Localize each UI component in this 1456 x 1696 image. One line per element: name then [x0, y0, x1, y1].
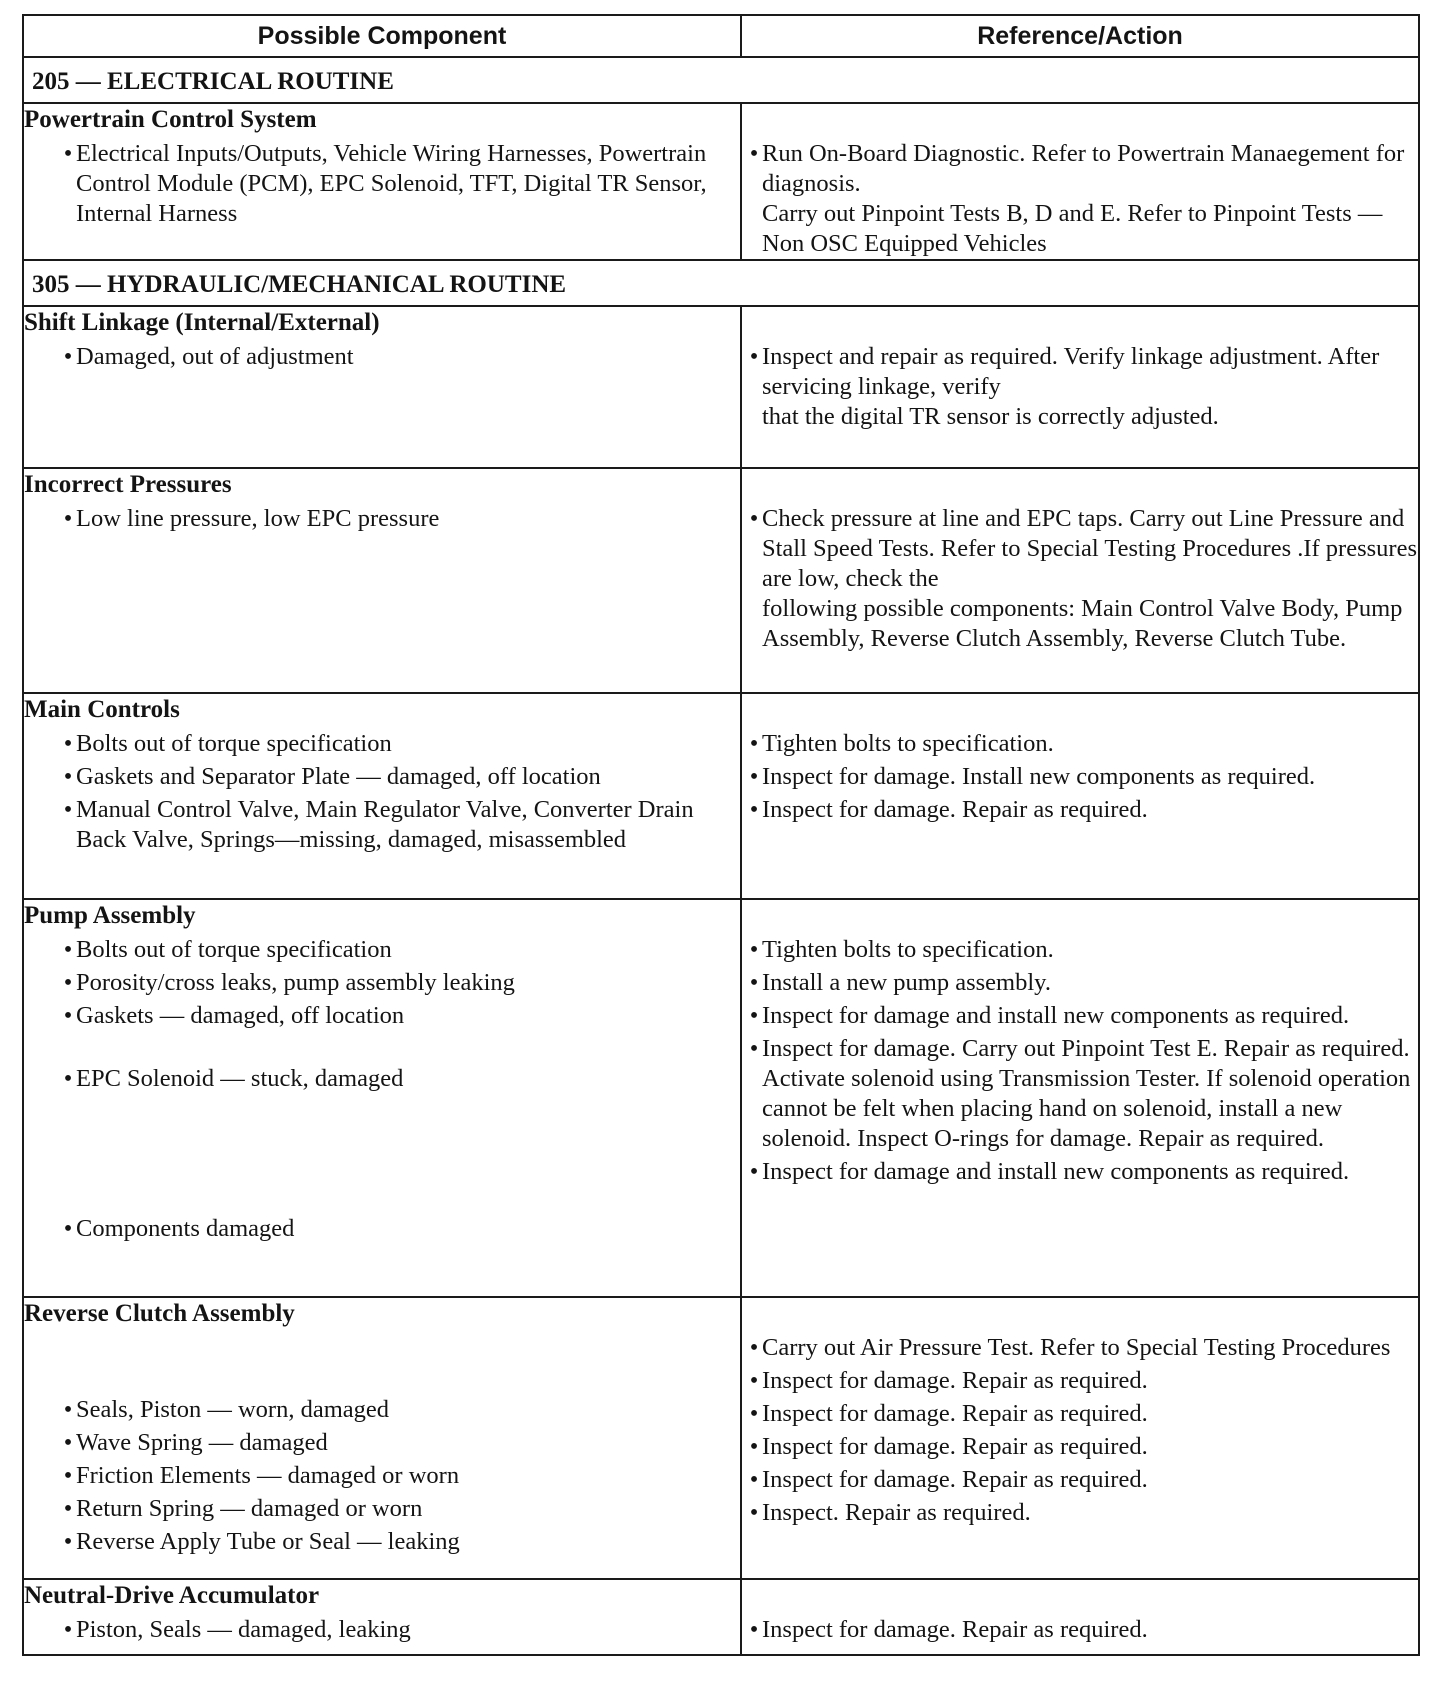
- section-title-305: 305 — HYDRAULIC/MECHANICAL ROUTINE: [23, 260, 1419, 306]
- action-item: following possible components: Main Control Valve Body, Pump Assembly, Reverse Clutch Assembly, Reverse Clutch Tube.: [762, 595, 1403, 652]
- component-cell: [23, 899, 741, 1297]
- bullet-icon: •: [63, 936, 73, 963]
- row-main-controls: [23, 693, 1419, 899]
- header-row: [23, 15, 1419, 57]
- bullet-icon: •: [749, 1499, 759, 1526]
- bullet-icon: •: [749, 936, 759, 963]
- action-item: • Carry out Air Pressure Test. Refer to Special Testing Procedures: [746, 1333, 1418, 1363]
- bullet-icon: •: [63, 1396, 73, 1423]
- component-title: Neutral-Drive Accumulator: [24, 1582, 320, 1609]
- bullet-icon: •: [749, 730, 759, 757]
- action-item: • Tighten bolts to specification.: [746, 935, 1418, 965]
- component-item: • Piston, Seals — damaged, leaking: [60, 1615, 740, 1645]
- bullet-icon: •: [63, 730, 73, 757]
- action-item: that the digital TR sensor is correctly adjusted.: [762, 403, 1219, 430]
- action-item: • Inspect for damage. Repair as required.: [746, 795, 1418, 825]
- component-title: Powertrain Control System: [24, 106, 317, 133]
- action-cell: [741, 693, 1419, 899]
- bullet-icon: •: [63, 1528, 73, 1555]
- bullet-icon: •: [63, 796, 73, 823]
- section-row-305: [23, 260, 1419, 306]
- bullet-icon: •: [749, 1400, 759, 1427]
- action-item: • Inspect for damage. Repair as required.: [746, 1615, 1418, 1645]
- action-item: • Inspect for damage. Install new components as required.: [746, 762, 1418, 792]
- bullet-icon: •: [63, 763, 73, 790]
- component-cell: [23, 693, 741, 899]
- component-item: • Friction Elements — damaged or worn: [60, 1461, 740, 1491]
- action-item: • Inspect for damage. Repair as required.: [746, 1465, 1418, 1495]
- component-item: • Manual Control Valve, Main Regulator Valve, Converter Drain Back Valve, Springs—missing, damaged, misassembled: [60, 795, 740, 855]
- bullet-icon: •: [63, 969, 73, 996]
- component-item: • EPC Solenoid — stuck, damaged: [60, 1064, 740, 1211]
- bullet-icon: •: [749, 1035, 759, 1062]
- action-item: • Inspect and repair as required. Verify linkage adjustment. After servicing linkage, verify: [746, 342, 1418, 402]
- component-title: Incorrect Pressures: [24, 471, 232, 498]
- component-cell: [23, 1579, 741, 1655]
- component-item: • Electrical Inputs/Outputs, Vehicle Wiring Harnesses, Powertrain Control Module (PCM), EPC Solenoid, TFT, Digital TR Sensor, Internal Harness: [60, 139, 740, 229]
- component-item: • Gaskets and Separator Plate — damaged, off location: [60, 762, 740, 792]
- bullet-icon: •: [749, 1433, 759, 1460]
- row-reverse-clutch: [23, 1297, 1419, 1579]
- bullet-icon: •: [749, 1466, 759, 1493]
- action-cell: [741, 1297, 1419, 1579]
- component-cell: [23, 306, 741, 468]
- row-pump-assembly: [23, 899, 1419, 1297]
- bullet-icon: •: [63, 140, 73, 167]
- component-title: Shift Linkage (Internal/External): [24, 309, 380, 336]
- row-neutral-drive-accumulator: [23, 1579, 1419, 1655]
- row-incorrect-pressures: [23, 468, 1419, 693]
- bullet-icon: •: [749, 1002, 759, 1029]
- component-item: • Porosity/cross leaks, pump assembly leaking: [60, 968, 740, 998]
- row-shift-linkage: [23, 306, 1419, 468]
- component-item: • Return Spring — damaged or worn: [60, 1494, 740, 1524]
- bullet-icon: •: [63, 1215, 73, 1242]
- action-cell: [741, 468, 1419, 693]
- bullet-icon: •: [63, 505, 73, 532]
- component-item: • Damaged, out of adjustment: [60, 342, 740, 372]
- component-cell: [23, 1297, 741, 1579]
- diagnosis-table: [22, 14, 1420, 1656]
- action-item: • Inspect. Repair as required.: [746, 1498, 1418, 1528]
- action-item: • Inspect for damage and install new components as required.: [746, 1001, 1418, 1031]
- bullet-icon: •: [749, 1158, 759, 1185]
- section-row-205: [23, 57, 1419, 103]
- action-item: • Inspect for damage. Repair as required.: [746, 1366, 1418, 1396]
- bullet-icon: •: [63, 1616, 73, 1643]
- component-title: Main Controls: [24, 696, 180, 723]
- component-item: • Bolts out of torque specification: [60, 729, 740, 759]
- header-reference-action: Reference/Action: [741, 15, 1419, 57]
- action-item: • Inspect for damage and install new components as required.: [746, 1157, 1418, 1187]
- component-item: • Bolts out of torque specification: [60, 935, 740, 965]
- action-cell: [741, 306, 1419, 468]
- section-title-205: 205 — ELECTRICAL ROUTINE: [23, 57, 1419, 103]
- bullet-icon: •: [749, 969, 759, 996]
- component-cell: [23, 468, 741, 693]
- bullet-icon: •: [63, 1002, 73, 1029]
- component-cell: [23, 103, 741, 260]
- action-item: • Install a new pump assembly.: [746, 968, 1418, 998]
- bullet-icon: •: [63, 1429, 73, 1456]
- component-title: Reverse Clutch Assembly: [24, 1300, 295, 1327]
- action-item: • Run On-Board Diagnostic. Refer to Powertrain Manaegement for diagnosis.: [746, 139, 1418, 199]
- bullet-icon: •: [749, 796, 759, 823]
- action-item: • Inspect for damage. Repair as required.: [746, 1432, 1418, 1462]
- bullet-icon: •: [63, 1065, 73, 1092]
- component-item: • Gaskets — damaged, off location: [60, 1001, 740, 1061]
- action-cell: [741, 103, 1419, 260]
- bullet-icon: •: [749, 763, 759, 790]
- action-item: Carry out Pinpoint Tests B, D and E. Refer to Pinpoint Tests — Non OSC Equipped Vehicles: [762, 200, 1383, 257]
- bullet-icon: •: [749, 505, 759, 532]
- bullet-icon: •: [749, 140, 759, 167]
- bullet-icon: •: [749, 1367, 759, 1394]
- action-item: • Tighten bolts to specification.: [746, 729, 1418, 759]
- action-item: • Check pressure at line and EPC taps. Carry out Line Pressure and Stall Speed Tests. Refer to Special Testing Procedures .If pressures are low, check the: [746, 504, 1418, 594]
- action-item: • Inspect for damage. Repair as required.: [746, 1399, 1418, 1429]
- bullet-icon: •: [749, 1334, 759, 1361]
- row-powertrain: [23, 103, 1419, 260]
- action-cell: [741, 1579, 1419, 1655]
- action-cell: [741, 899, 1419, 1297]
- bullet-icon: •: [63, 343, 73, 370]
- component-item: • Low line pressure, low EPC pressure: [60, 504, 740, 534]
- component-item: • Reverse Apply Tube or Seal — leaking: [60, 1527, 740, 1557]
- component-item: • Wave Spring — damaged: [60, 1428, 740, 1458]
- component-item: • Seals, Piston — worn, damaged: [60, 1395, 740, 1425]
- bullet-icon: •: [749, 1616, 759, 1643]
- bullet-icon: •: [63, 1495, 73, 1522]
- component-title: Pump Assembly: [24, 902, 196, 929]
- action-item: • Inspect for damage. Carry out Pinpoint Test E. Repair as required. Activate solenoid using Transmission Tester. If solenoid operation cannot be felt when placing hand on solenoid, install a new solenoid. Inspect O-rings for damage. Repair as required.: [746, 1034, 1418, 1154]
- header-possible-component: Possible Component: [23, 15, 741, 57]
- bullet-icon: •: [749, 343, 759, 370]
- bullet-icon: •: [63, 1462, 73, 1489]
- component-item: • Components damaged: [60, 1214, 740, 1244]
